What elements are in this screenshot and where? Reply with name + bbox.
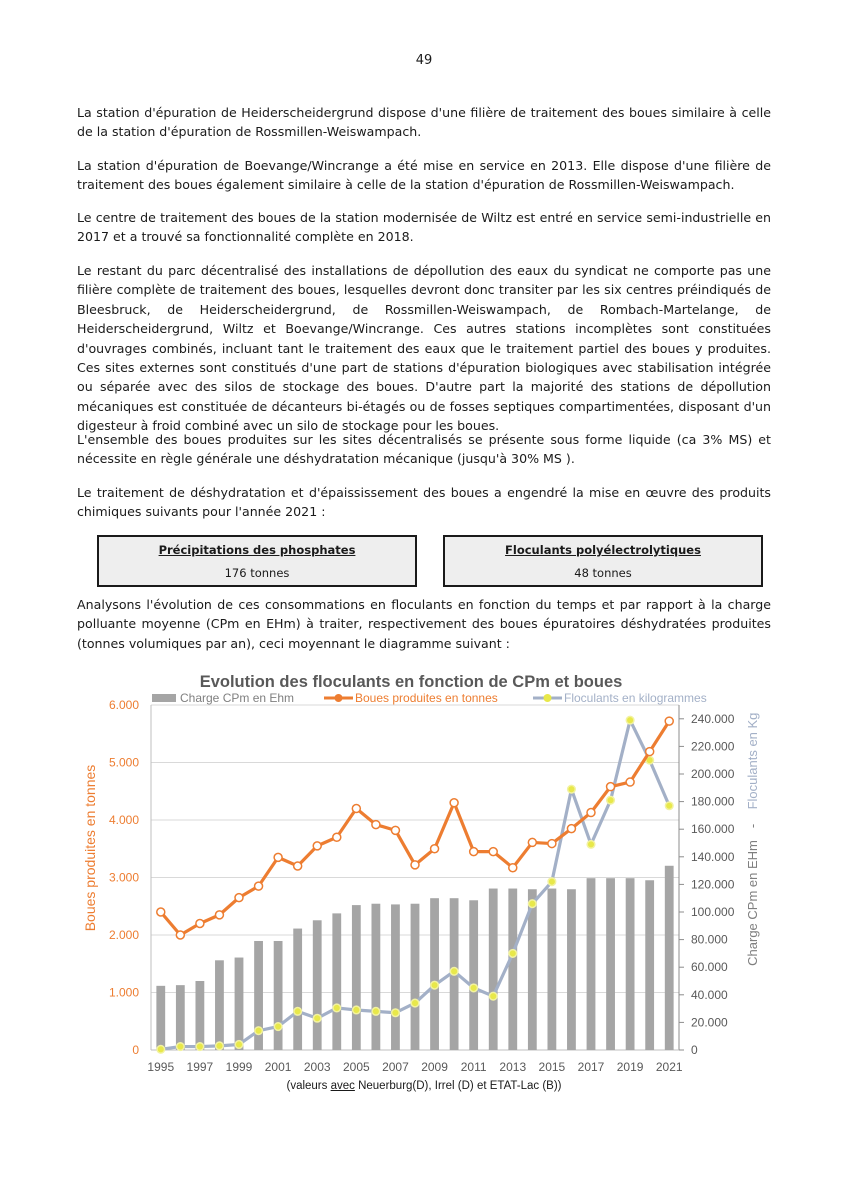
legend-marker-boues: [335, 694, 343, 702]
boues-point: [176, 931, 184, 939]
x-tick-label: 2001: [264, 1060, 292, 1074]
floculants-point: [587, 841, 595, 849]
bar-charge-cpm: [665, 866, 674, 1050]
bar-charge-cpm: [313, 920, 322, 1050]
boues-point: [215, 911, 223, 919]
floculants-point: [255, 1027, 263, 1035]
page-number: 49: [415, 53, 433, 68]
paragraph-analysis-intro: Analysons l'évolution de ces consommations en floculants en fonction du temps et par rapport à la charge polluante moyenne (CPm en EHm) à traiter, respectivement des boues épuratoires déshydratées produites (tonnes volumiques par an), ceci moyennant le diagramme suivant :: [77, 597, 771, 651]
right-tick-label: 220.000: [691, 739, 735, 754]
right-tick-label: 200.000: [691, 767, 735, 781]
bar-charge-cpm: [547, 889, 556, 1050]
paragraph-sludge-liquid: L'ensemble des boues produites sur les sites décentralisés se présente sous forme liquide (ca 3% MS) et nécessite en règle générale une déshydratation mécanique (jusqu'à 30% MS ).: [77, 432, 771, 467]
right-axis-title-floculants: Floculants en Kg: [745, 712, 760, 810]
right-tick-label: 240.000: [691, 711, 735, 726]
bar-charge-cpm: [606, 878, 615, 1050]
bar-charge-cpm: [391, 904, 400, 1050]
floculants-point: [216, 1042, 224, 1050]
x-tick-label: 2011: [460, 1060, 487, 1074]
floculants-point: [294, 1008, 302, 1016]
right-tick-label: 180.000: [691, 794, 735, 809]
floculants-point: [177, 1043, 185, 1051]
legend-label-boues: Boues produites en tonnes: [355, 691, 498, 705]
flocculant-box: [443, 535, 763, 587]
floculants-point: [372, 1008, 380, 1016]
x-tick-label: 1997: [186, 1060, 214, 1074]
boues-point: [391, 826, 399, 834]
bar-charge-cpm: [508, 889, 517, 1050]
boues-point: [372, 821, 380, 829]
bar-charge-cpm: [352, 905, 361, 1050]
phosphate-precipitation-box: [97, 535, 417, 587]
floculants-point: [529, 900, 537, 908]
bar-charge-cpm: [371, 904, 380, 1050]
x-tick-label: 2009: [421, 1060, 448, 1074]
boues-point: [255, 882, 263, 890]
legend-swatch-charge: [152, 694, 176, 702]
right-tick-label: 100.000: [691, 905, 735, 919]
x-tick-label: 2013: [499, 1060, 527, 1074]
right-tick-label: 160.000: [691, 822, 735, 837]
boues-point: [528, 838, 536, 846]
floculants-point: [274, 1023, 282, 1031]
x-tick-label: 1999: [225, 1060, 253, 1074]
left-tick-label: 5.000: [108, 755, 139, 770]
boues-point: [509, 864, 517, 872]
bar-charge-cpm: [176, 985, 185, 1050]
legend-label-floculants: Floculants en kilogrammes: [564, 691, 707, 705]
flocculant-evolution-chart: [78, 666, 768, 1074]
paragraph-heiderscheidergrund: La station d'épuration de Heiderscheidergrund dispose d'une filière de traitement des boues similaire à celle de la station d'épuration de Rossmillen-Weiswampach.: [77, 105, 771, 140]
floculants-point: [431, 981, 439, 989]
left-tick-label: 6.000: [108, 698, 139, 712]
x-tick-label: 2015: [538, 1060, 566, 1074]
bar-charge-cpm: [274, 941, 283, 1050]
boues-point: [548, 840, 556, 848]
bar-charge-cpm: [430, 898, 439, 1050]
paragraph-decentralised-stations: Le restant du parc décentralisé des installations de dépollution des eaux du syndicat ne comporte pas une filière complète de traitement des boues, lesquelles devront donc transiter par les six centres préindiqués de Bleesbruck, de Heiderscheidergrund, de Rossmillen-Weiswampach, de Rombach-Martelange, de Heiderscheidergrund, Wiltz et Boevange/Wincrange. Ces autres stations incomplètes sont constituées d'ouvrages combinés, incluant tant le traitement des eaux que le traitement partiel des boues y produites. Ces sites externes sont constitués d'une part de stations d'épuration biologiques avec stabilisation intégrée ou séparée avec des silos de stockage des boues. D'autre part la majorité des stations de dépollution mécaniques est constituée de décanteurs bi-étagés ou de fosses septiques compartimentées, disposant d'un digesteur à froid combiné avec un silo de stockage pour les boues.: [77, 263, 771, 434]
left-tick-label: 0: [132, 1043, 139, 1057]
box-value: 176 tonnes: [224, 566, 290, 580]
bar-charge-cpm: [411, 904, 420, 1050]
floculants-point: [470, 984, 478, 992]
left-tick-label: 4.000: [108, 813, 139, 827]
paragraph-wiltz: Le centre de traitement des boues de la station modernisée de Wiltz est entré en service semi-industrielle en 2017 et a trouvé sa fonctionnalité complète en 2018.: [77, 210, 771, 245]
boues-point: [294, 862, 302, 870]
boues-point: [196, 920, 204, 928]
floculants-point: [548, 878, 556, 886]
boues-point: [235, 894, 243, 902]
left-tick-label: 3.000: [108, 870, 139, 885]
box-title: Précipitations des phosphates: [158, 543, 356, 557]
box-title: Floculants polyélectrolytiques: [505, 543, 701, 557]
boues-point: [626, 778, 634, 786]
box-value: 48 tonnes: [574, 566, 632, 580]
boues-point: [450, 799, 458, 807]
chart-note-prefix: (valeurs: [286, 1080, 331, 1092]
boues-point: [157, 908, 165, 916]
floculants-point: [665, 802, 673, 810]
legend-marker-floculants: [544, 694, 552, 702]
x-tick-label: 2003: [303, 1060, 331, 1074]
boues-point: [470, 848, 478, 856]
floculants-point: [568, 785, 576, 793]
bar-charge-cpm: [489, 889, 498, 1050]
floculants-point: [157, 1046, 165, 1054]
chart-note-suffix: Neuerburg(D), Irrel (D) et ETAT-Lac (B)): [354, 1080, 562, 1092]
bar-charge-cpm: [567, 889, 576, 1050]
floculants-point: [607, 796, 615, 804]
x-tick-label: 2019: [616, 1060, 644, 1074]
bar-charge-cpm: [215, 960, 224, 1050]
floculants-point: [489, 992, 497, 1000]
right-tick-label: 140.000: [691, 849, 735, 864]
bar-charge-cpm: [195, 981, 204, 1050]
right-tick-label: 40.000: [691, 987, 728, 1002]
left-tick-label: 2.000: [108, 928, 139, 942]
right-tick-label: 80.000: [691, 932, 728, 947]
boues-point: [352, 805, 360, 813]
bar-charge-cpm: [293, 929, 302, 1050]
right-axis-title-separator: -: [745, 823, 760, 829]
boues-point: [665, 717, 673, 725]
paragraph-chemicals-intro: Le traitement de déshydratation et d'épaississement des boues a engendré la mise en œuvre des produits chimiques suivants pour l'année 2021 :: [77, 485, 771, 520]
boues-point: [274, 853, 282, 861]
boues-point: [567, 825, 575, 833]
left-tick-label: 1.000: [108, 985, 139, 1000]
x-tick-label: 1995: [147, 1060, 175, 1074]
floculants-point: [626, 716, 634, 724]
chart-note: [0, 1080, 848, 1092]
right-tick-label: 0: [691, 1043, 698, 1057]
boues-point: [587, 809, 595, 817]
floculants-point: [333, 1004, 341, 1012]
boues-point: [333, 833, 341, 841]
floculants-point: [235, 1041, 243, 1049]
chart-note-underlined: avec: [330, 1080, 355, 1092]
floculants-point: [509, 950, 517, 958]
boues-point: [313, 842, 321, 850]
bar-charge-cpm: [156, 986, 165, 1050]
right-tick-label: 60.000: [691, 960, 728, 975]
paragraph-boevange: La station d'épuration de Boevange/Wincrange a été mise en service en 2013. Elle dispose d'une filière de traitement des boues également similaire à celle de la station d'épuration de Rossmillen-Weiswampach.: [77, 158, 771, 193]
floculants-point: [353, 1006, 361, 1014]
floculants-point: [392, 1009, 400, 1017]
bar-charge-cpm: [235, 958, 244, 1050]
floculants-point: [313, 1014, 321, 1022]
bar-charge-cpm: [332, 913, 341, 1050]
bar-charge-cpm: [469, 900, 478, 1050]
boues-point: [411, 861, 419, 869]
floculants-point: [411, 999, 419, 1007]
floculants-point: [450, 968, 458, 976]
left-axis-title: Boues produites en tonnes: [82, 764, 98, 932]
right-tick-label: 120.000: [691, 877, 735, 892]
boues-point: [646, 748, 654, 756]
bar-charge-cpm: [587, 878, 596, 1050]
legend-label-charge: Charge CPm en Ehm: [180, 691, 295, 705]
boues-point: [431, 845, 439, 853]
right-tick-label: 20.000: [691, 1015, 728, 1030]
bar-charge-cpm: [645, 880, 654, 1050]
floculants-point: [196, 1043, 204, 1051]
x-tick-label: 2021: [655, 1060, 683, 1074]
bar-charge-cpm: [626, 878, 635, 1050]
boues-point: [489, 848, 497, 856]
x-tick-label: 2017: [577, 1060, 605, 1074]
chart-title: Evolution des floculants en fonction de CPm et boues: [199, 673, 623, 691]
boues-point: [607, 783, 615, 791]
x-tick-label: 2007: [382, 1060, 409, 1074]
right-axis-title-charge: Charge CPm en EHm: [745, 840, 760, 966]
x-tick-label: 2005: [342, 1060, 370, 1074]
